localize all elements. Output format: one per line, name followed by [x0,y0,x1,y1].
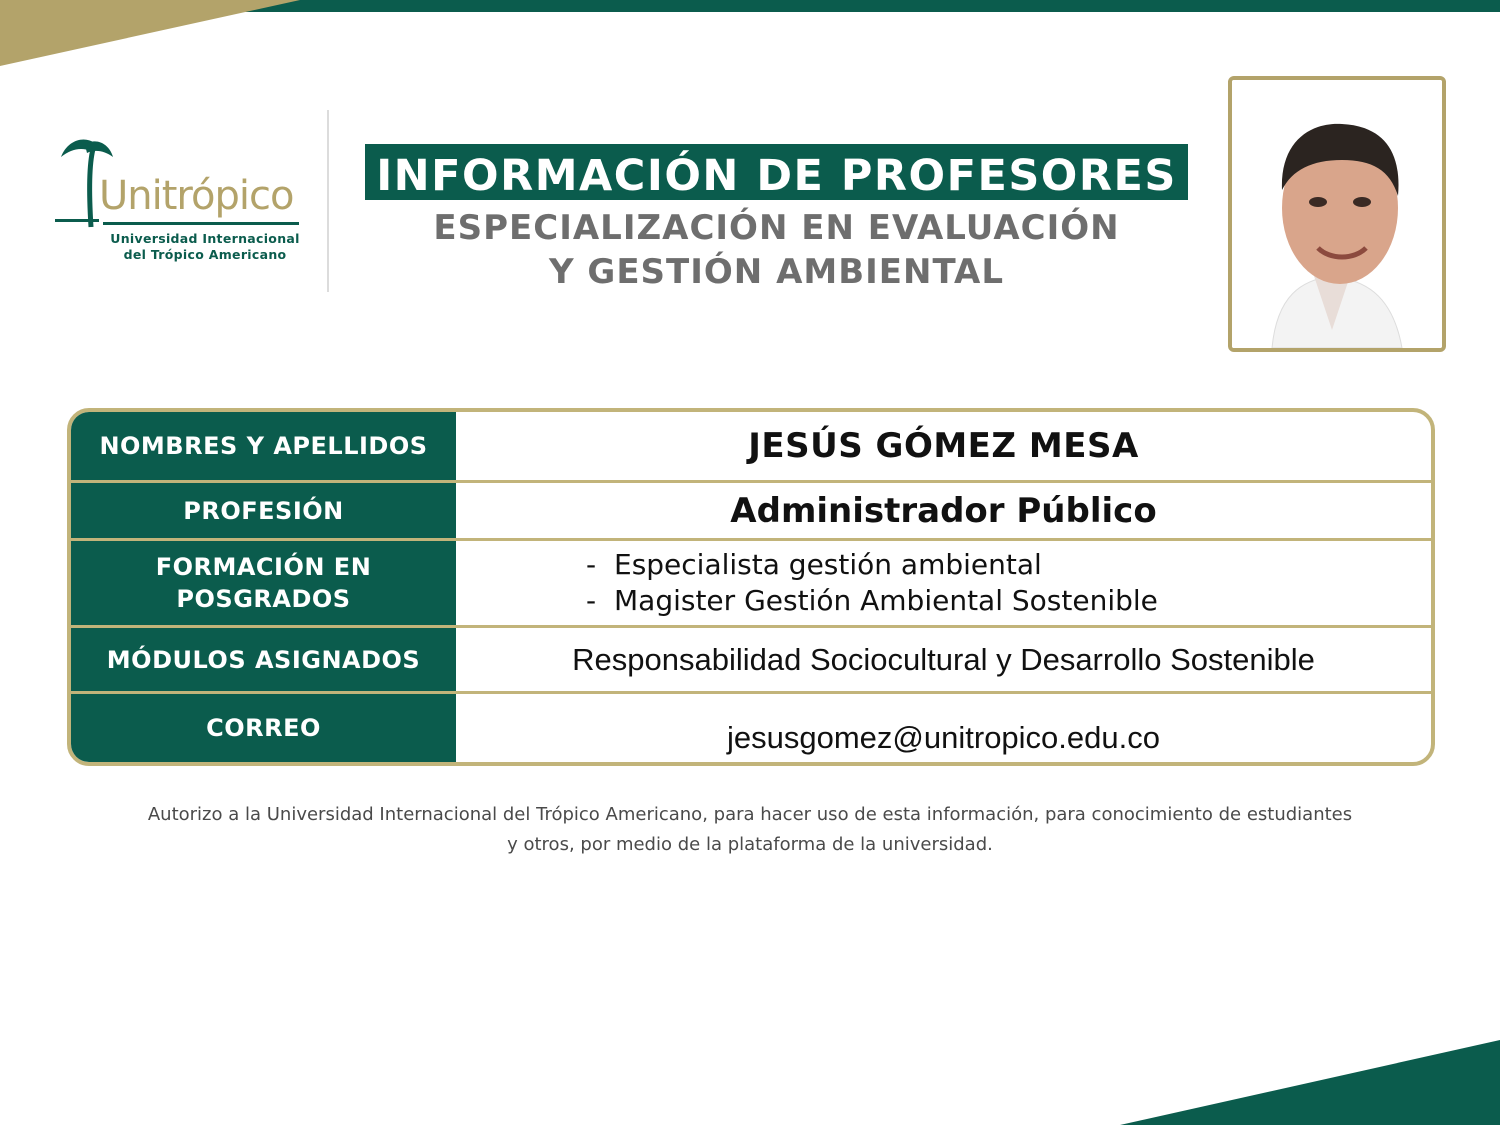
modules-label: MÓDULOS ASIGNADOS [71,628,456,691]
list-item: - Magister Gestión Ambiental Sostenible [586,584,1158,617]
page-subtitle: ESPECIALIZACIÓN EN EVALUACIÓN Y GESTIÓN AMBIENTAL [433,208,1120,292]
page-title: INFORMACIÓN DE PROFESORES [365,144,1188,200]
modules-value: Responsabilidad Sociocultural y Desarrollo Sostenible [572,641,1315,677]
email-value[interactable]: jesusgomez@unitropico.edu.co [727,720,1160,755]
university-logo [55,135,305,265]
profession-label: PROFESIÓN [71,483,456,538]
bottom-decoration [1100,1040,1500,1125]
logo-underline [103,222,299,225]
name-label: NOMBRES Y APELLIDOS [71,412,456,480]
name-value: JESÚS GÓMEZ MESA [748,426,1139,466]
info-table [67,408,1435,766]
email-label: CORREO [71,694,456,762]
table-row-name [71,412,1431,480]
table-row-postgrad [71,541,1431,625]
table-row-modules [71,628,1431,691]
table-row-email [71,694,1431,762]
postgrad-label: FORMACIÓN EN POSGRADOS [71,541,456,625]
portrait-image [1232,80,1442,348]
postgrad-list [456,541,1431,625]
table-row-profession [71,483,1431,538]
logo-wordmark: Unitrópico [99,173,294,219]
header-divider [327,110,329,292]
professor-photo [1228,76,1446,352]
profession-value: Administrador Público [730,490,1157,531]
top-decoration [0,0,1500,70]
list-item: - Especialista gestión ambiental [586,548,1042,581]
authorization-note: Autorizo a la Universidad Internacional del Trópico Americano, para hacer uso de esta información, para conocimiento de estudiantes y otros, por medio de la plataforma de la universidad. [147,804,1353,855]
logo-subtitle: Universidad Internacional del Trópico Americano [110,231,300,262]
